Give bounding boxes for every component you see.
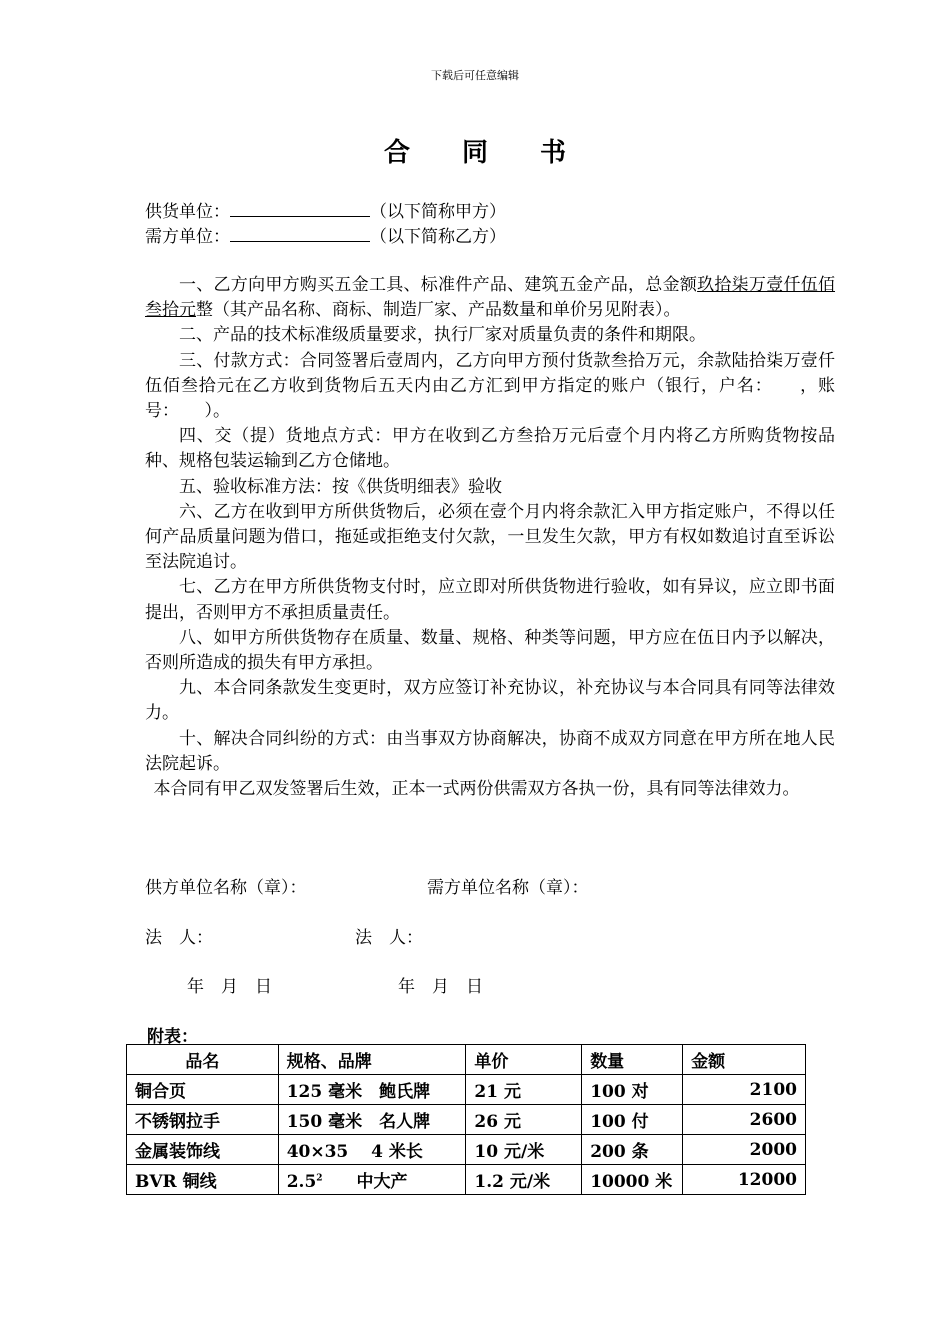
clause-7: 七、乙方在甲方所供货物支付时，应立即对所供货物进行验收，如有异议，应立即书面提出，否则甲方不承担质量责任。 — [145, 577, 835, 623]
contract-body — [145, 273, 835, 802]
clause-4: 四、交（提）货地点方式：甲方在收到乙方叁拾万元后壹个月内将乙方所购货物按品种、规格包装运输到乙方仓储地。 — [145, 426, 835, 472]
item-price: 1.2 元/米 — [466, 1165, 582, 1195]
supplier-date: 年 月 日 — [187, 977, 272, 997]
document-title — [0, 132, 950, 169]
clause-6: 六、乙方在收到甲方所供货物后，必须在壹个月内将余款汇入甲方指定账户，不得以任何产品质量问题为借口，拖延或拒绝支付欠款，一旦发生欠款，甲方有权如数追讨直至诉讼至法院追讨。 — [145, 501, 835, 573]
closing-clause: 本合同有甲乙双发签署后生效，正本一式两份供需双方各执一份，具有同等法律效力。 — [153, 779, 800, 800]
header-spec: 规格、品牌 — [278, 1045, 466, 1075]
table-row — [127, 1105, 806, 1135]
header-amount: 金额 — [683, 1045, 806, 1075]
item-spec: 125 毫米 鲍氏牌 — [278, 1075, 466, 1105]
item-price: 10 元/米 — [466, 1135, 582, 1165]
clause-8: 八、如甲方所供货物存在质量、数量、规格、种类等问题，甲方应在伍日内予以解决，否则所造成的损失有甲方承担。 — [145, 627, 835, 674]
supplier-legal-label: 法 人： — [145, 928, 213, 948]
item-spec: 150 毫米 名人牌 — [278, 1105, 466, 1135]
item-price: 26 元 — [466, 1105, 582, 1135]
buyer-legal-label: 法 人： — [355, 928, 423, 948]
supplier-blank — [230, 200, 370, 217]
item-spec: $2.5^2$ 中大产 — [278, 1165, 466, 1195]
clause-10: 十、解决合同纠纷的方式：由当事双方协商解决，协商不成双方同意在甲方所在地人民法院起诉。 — [145, 728, 835, 774]
title-char-2: 同 — [461, 138, 488, 168]
buyer-seal-label: 需方单位名称（章）： — [427, 878, 589, 898]
item-name: 铜合页 — [127, 1075, 279, 1105]
clause-3: 三、付款方式：合同签署后壹周内，乙方向甲方预付货款叁拾万元，余款陆拾柒万壹仟伍佰叁拾元在乙方收到货物后五天内由乙方汇到甲方指定的账户（银行，户名： ，账号： ）。 — [145, 350, 835, 422]
buyer-line — [145, 225, 506, 249]
item-qty: 200 条 — [582, 1135, 683, 1165]
item-amount: 2000 — [683, 1135, 806, 1165]
item-qty: 10000 米 — [582, 1165, 683, 1195]
item-name: 金属装饰线 — [127, 1135, 279, 1165]
item-spec: 40×35 4 米长 — [278, 1135, 466, 1165]
supplier-seal-label: 供方单位名称（章）： — [145, 878, 307, 898]
buyer-date: 年 月 日 — [398, 977, 483, 997]
item-name: BVR 铜线 — [127, 1165, 279, 1195]
table-row — [127, 1165, 806, 1195]
item-amount: 12000 — [683, 1165, 806, 1195]
header-note: 下载后可任意编辑 — [431, 69, 519, 82]
buyer-suffix: （以下简称乙方） — [370, 227, 506, 247]
clause-9: 九、本合同条款发生变更时，双方应签订补充协议，补充协议与本合同具有同等法律效力。 — [145, 678, 835, 724]
table-row — [127, 1075, 806, 1105]
clause-5: 五、验收标准方法：按《供货明细表》验收 — [179, 476, 502, 497]
item-qty: 100 对 — [582, 1075, 683, 1105]
item-amount: 2600 — [683, 1105, 806, 1135]
buyer-label: 需方单位： — [145, 227, 230, 247]
supplier-label: 供货单位： — [145, 202, 230, 222]
item-name: 不锈钢拉手 — [127, 1105, 279, 1135]
clause-2: 二、产品的技术标准级质量要求，执行厂家对质量负责的条件和期限。 — [179, 325, 706, 346]
item-qty: 100 付 — [582, 1105, 683, 1135]
clause-1: 一、乙方向甲方购买五金工具、标准件产品、建筑五金产品，总金额玖拾柒万壹仟伍佰叁拾元整（其产品名称、商标、制造厂家、产品数量和单价另见附表）。 — [145, 275, 836, 321]
buyer-blank — [230, 225, 370, 242]
attachment-table — [126, 1044, 806, 1195]
title-char-1: 合 — [383, 138, 410, 168]
supplier-line — [145, 200, 506, 224]
table-header-row — [127, 1045, 806, 1075]
attachment-label: 附表： — [147, 1027, 198, 1047]
supplier-suffix: （以下简称甲方） — [370, 202, 506, 222]
header-name: 品名 — [127, 1045, 279, 1075]
header-price: 单价 — [466, 1045, 582, 1075]
total-amount: 玖拾柒万壹仟伍佰叁拾元 — [145, 275, 836, 321]
header-qty: 数量 — [582, 1045, 683, 1075]
item-price: 21 元 — [466, 1075, 582, 1105]
title-char-3: 书 — [540, 138, 567, 168]
table-row — [127, 1135, 806, 1165]
item-amount: 2100 — [683, 1075, 806, 1105]
